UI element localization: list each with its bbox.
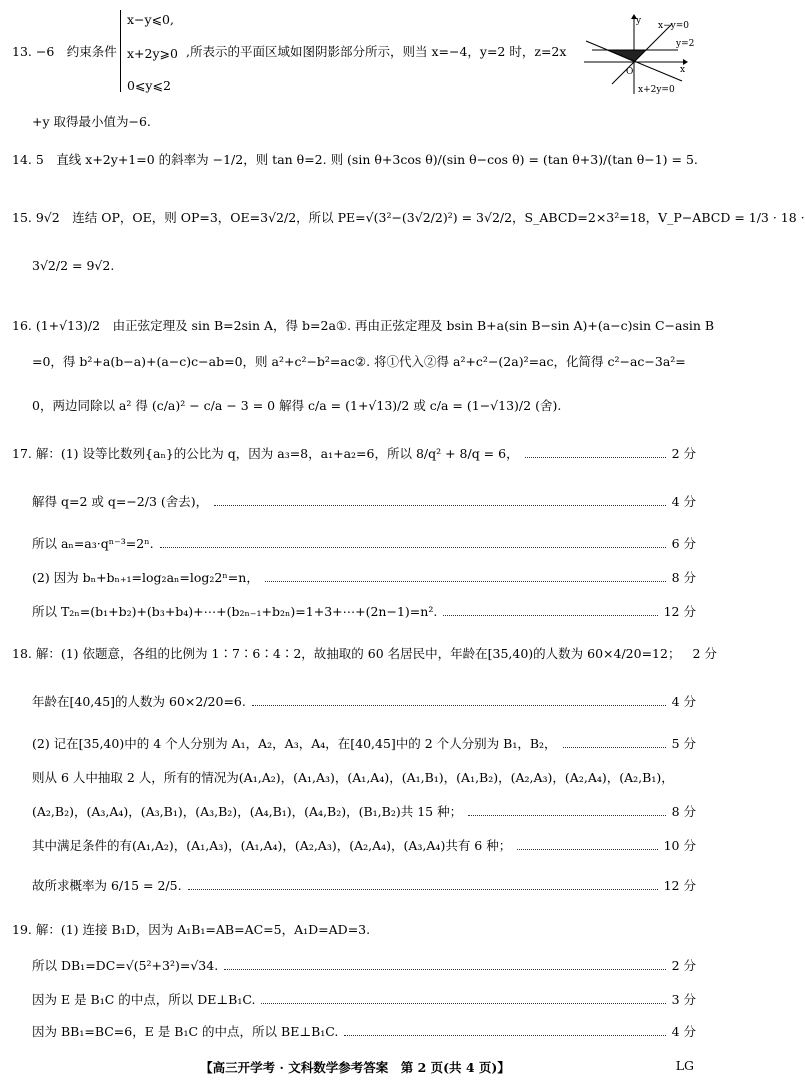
q17-step-2: 解得 q=2 或 q=−2/3 (舍去)， 4 分 [32, 494, 696, 509]
constraint-2: x+2y⩾0 [127, 46, 178, 61]
line-label-1: x−y=0 [658, 21, 689, 31]
q16-line-1: 16. (1+√13)/2 由正弦定理及 sin B=2sin A，得 b=2a①. 再由正弦定理及 bsin B+a(sin B−sin A)+(a−c)sin C−asin B [12, 318, 715, 333]
page-footer: 【高三开学考 · 文科数学参考答案 第 2 页(共 4 页)】 [200, 1060, 510, 1075]
q18-step-3: (2) 记在[35,40)中的 4 个人分别为 A₁，A₂，A₃，A₄，在[40,45]中的 2 个人分别为 B₁，B₂， 5 分 [32, 736, 696, 751]
q19-step-3: 因为 E 是 B₁C 的中点，所以 DE⊥B₁C. 3 分 [32, 992, 696, 1007]
score: 4 分 [671, 494, 696, 509]
q15-line-1: 15. 9√2 连结 OP，OE，则 OP=3，OE=3√2/2，所以 PE=√(3²−(3√2/2)²) = 3√2/2，S_ABCD=2×3²=18，V_P−ABCD = 1/3 · 18 · [12, 210, 805, 225]
q18-step-1: 18. 解：(1) 依题意，各组的比例为 1∶7∶6∶4∶2，故抽取的 60 名居民中，年龄在[35,40)的人数为 60×4/20=12； 2 分 [12, 646, 717, 661]
score: 2 分 [671, 446, 696, 461]
x-axis-label: x [680, 65, 686, 75]
q18-step-5: (A₂,B₂)，(A₃,A₄)，(A₃,B₁)，(A₃,B₂)，(A₄,B₁)，(A₄,B₂)，(B₁,B₂)共 15 种； 8 分 [32, 804, 696, 819]
q18-step-6: 其中满足条件的有(A₁,A₂)，(A₁,A₃)，(A₁,A₄)，(A₂,A₃)，(A₂,A₄)，(A₃,A₄)共有 6 种； 10 分 [32, 838, 696, 853]
score: 12 分 [663, 604, 696, 619]
score: 10 分 [663, 838, 696, 853]
q17-step-5: 所以 T₂ₙ=(b₁+b₂)+(b₃+b₄)+⋯+(b₂ₙ₋₁+b₂ₙ)=1+3+⋯+(2n−1)=n². 12 分 [32, 604, 696, 619]
q18-step-2: 年龄在[40,45]的人数为 60×2/20=6. 4 分 [32, 694, 696, 709]
score: 2 分 [671, 958, 696, 973]
line-label-2: y=2 [676, 39, 695, 49]
line-label-3: x+2y=0 [638, 85, 675, 95]
q13-tail: ,所表示的平面区域如图阴影部分所示，则当 x=−4，y=2 时，z=2x [186, 44, 567, 59]
score: 8 分 [671, 570, 696, 585]
score: 4 分 [671, 1024, 696, 1039]
q19-step-2: 所以 DB₁=DC=√(5²+3²)=√34. 2 分 [32, 958, 696, 973]
q18-step-4: 则从 6 人中抽取 2 人，所有的情况为(A₁,A₂)，(A₁,A₃)，(A₁,A₄)，(A₁,B₁)，(A₁,B₂)，(A₂,A₃)，(A₂,A₄)，(A₂,B₁)， [32, 770, 674, 785]
q17-step-3: 所以 aₙ=a₃·qⁿ⁻³=2ⁿ. 6 分 [32, 536, 696, 551]
q17-step-4: (2) 因为 bₙ+bₙ₊₁=log₂aₙ=log₂2ⁿ=n， 8 分 [32, 570, 696, 585]
q19-step-1: 19. 解：(1) 连接 B₁D，因为 A₁B₁=AB=AC=5，A₁D=AD=3. [12, 922, 371, 937]
score: 6 分 [671, 536, 696, 551]
constraint-1: x−y⩽0, [127, 12, 174, 27]
score: 4 分 [671, 694, 696, 709]
corner-mark: LG [675, 1058, 694, 1073]
q18-step-7: 故所求概率为 6/15 = 2/5. 12 分 [32, 878, 696, 893]
y-axis-label: y [636, 16, 642, 26]
score: 5 分 [671, 736, 696, 751]
q15-line-2: 3√2/2 = 9√2. [32, 258, 115, 273]
origin-label: O [626, 67, 634, 77]
q14-line: 14. 5 直线 x+2y+1=0 的斜率为 −1/2，则 tan θ=2. 则 (sin θ+3cos θ)/(sin θ−cos θ) = (tan θ+3)/(tan θ−1) = 5. [12, 152, 698, 167]
q13-cont: +y 取得最小值为−6. [32, 114, 151, 129]
q16-line-3: 0，两边同除以 a² 得 (c/a)² − c/a − 3 = 0 解得 c/a = (1+√13)/2 或 c/a = (1−√13)/2 (舍). [32, 398, 562, 413]
score: 12 分 [663, 878, 696, 893]
feasible-region-figure [582, 14, 695, 96]
q16-line-2: =0，得 b²+a(b−a)+(a−c)c−ab=0，则 a²+c²−b²=ac②. 将①代入②得 a²+c²−(2a)²=ac，化简得 c²−ac−3a²= [32, 354, 686, 369]
q19-step-4: 因为 BB₁=BC=6，E 是 B₁C 的中点，所以 BE⊥B₁C. 4 分 [32, 1024, 696, 1039]
q17-step-1: 17. 解：(1) 设等比数列{aₙ}的公比为 q，因为 a₃=8，a₁+a₂=6，所以 8/q² + 8/q = 6， 2 分 [12, 446, 696, 461]
q13-head: 13. −6 约束条件 [12, 44, 117, 59]
constraint-3: 0⩽y⩽2 [127, 78, 171, 93]
score: 8 分 [671, 804, 696, 819]
score: 2 分 [692, 646, 717, 661]
score: 3 分 [671, 992, 696, 1007]
